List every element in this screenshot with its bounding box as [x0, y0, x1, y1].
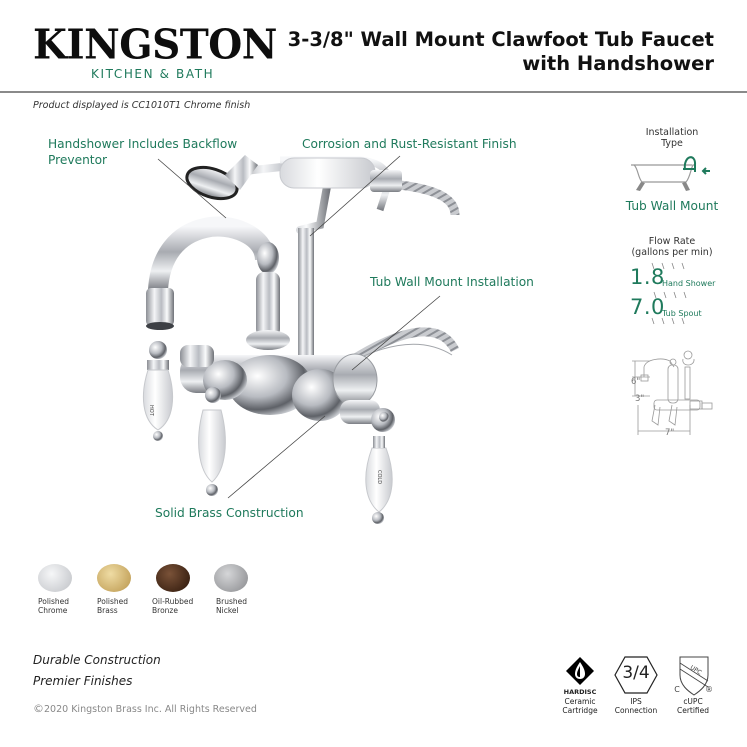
cert-label-ceramic-cartridge: [558, 697, 602, 715]
cert-label-line1: cUPC: [683, 697, 703, 706]
installation-type-value: Tub Wall Mount: [625, 199, 719, 213]
finish-label-polished-brass: [97, 597, 128, 615]
cert-label-cupc-certified: [670, 697, 716, 715]
cert-label-line1: Ceramic: [564, 697, 596, 706]
finish-label-brushed-nickel: [216, 597, 247, 615]
finish-label-line2: Nickel: [216, 606, 239, 615]
finish-swatch-brushed-nickel: [214, 564, 248, 592]
callout-handshower-backflow: [48, 136, 237, 168]
dimension-drawing: [628, 345, 738, 440]
finish-label-line1: Oil-Rubbed: [152, 597, 194, 606]
dimension-height-6: 6": [631, 377, 641, 387]
cert-label-line1: IPS: [630, 697, 642, 706]
callout-corrosion-resistant: Corrosion and Rust-Resistant Finish: [302, 137, 517, 151]
cert-label-line2: Connection: [614, 706, 658, 715]
flow-rate-label-line2: (gallons per min): [631, 247, 713, 258]
flow-rate-label: [612, 236, 732, 258]
finish-swatch-oil-rubbed-bronze: [156, 564, 190, 592]
finish-label-line2: Bronze: [152, 606, 178, 615]
callout-solid-brass: Solid Brass Construction: [155, 506, 304, 520]
svg-text:HOT: HOT: [148, 405, 154, 416]
finish-label-line1: Polished: [38, 597, 70, 606]
installation-type-label: [612, 127, 732, 149]
hand-shower-flow-value: 1.8: [630, 265, 665, 289]
tagline-durable-construction: Durable Construction: [33, 653, 161, 667]
finish-swatch-polished-chrome: [38, 564, 72, 592]
tub-spout-flow-value: 7.0: [630, 295, 665, 319]
product-title-line1: 3-3/8" Wall Mount Clawfoot Tub Faucet: [287, 28, 714, 51]
registered-mark-icon: ®: [705, 685, 713, 694]
callout-wall-mount: Tub Wall Mount Installation: [370, 275, 534, 289]
hand-shower-flow-label: Hand Shower: [662, 279, 716, 288]
tub-wall-mount-icon: [628, 150, 718, 195]
cert-label-line2: Cartridge: [562, 706, 598, 715]
callout-handshower-line2: Preventor: [48, 153, 108, 167]
cupc-c-mark: C: [674, 685, 680, 694]
finish-label-line2: Chrome: [38, 606, 68, 615]
callout-handshower-line1: Handshower Includes Backflow: [48, 137, 238, 151]
tagline-premier-finishes: Premier Finishes: [33, 674, 133, 688]
cert-label-line2: Certified: [676, 706, 710, 715]
cert-label-ips-connection: [612, 697, 660, 715]
brand-logo: KINGSTON: [33, 20, 277, 70]
flow-rate-label-line1: Flow Rate: [648, 236, 696, 247]
finish-label-line1: Brushed: [216, 597, 248, 606]
dimension-height-3: 3": [635, 394, 645, 404]
product-title-line2: with Handshower: [522, 52, 714, 75]
copyright-text: 2020 Kingston Brass Inc. All Rights Reserved: [44, 704, 257, 715]
installation-label-line1: Installation: [645, 127, 699, 138]
installation-label-line2: Type: [661, 138, 683, 149]
copyright-notice: [33, 702, 257, 715]
copyright-icon: ©: [33, 702, 44, 715]
finish-swatch-polished-brass: [97, 564, 131, 592]
svg-text:UPC: UPC: [688, 664, 703, 677]
finish-label-line1: Polished: [97, 597, 129, 606]
tub-spout-flow-label: Tub Spout: [662, 309, 702, 318]
hardisc-badge-text: HARDISC: [563, 688, 597, 696]
dimension-width-7: 7": [665, 428, 675, 438]
ips-badge-text: 3/4: [622, 663, 650, 683]
brand-subtitle: KITCHEN & BATH: [91, 67, 215, 81]
hardisc-cartridge-icon: [562, 655, 598, 691]
finish-label-oil-rubbed-bronze: [152, 597, 193, 615]
svg-text:COLD: COLD: [376, 470, 382, 485]
product-display-note: Product displayed is CC1010T1 Chrome finish: [33, 100, 251, 111]
finish-label-polished-chrome: [38, 597, 69, 615]
finish-label-line2: Brass: [97, 606, 118, 615]
